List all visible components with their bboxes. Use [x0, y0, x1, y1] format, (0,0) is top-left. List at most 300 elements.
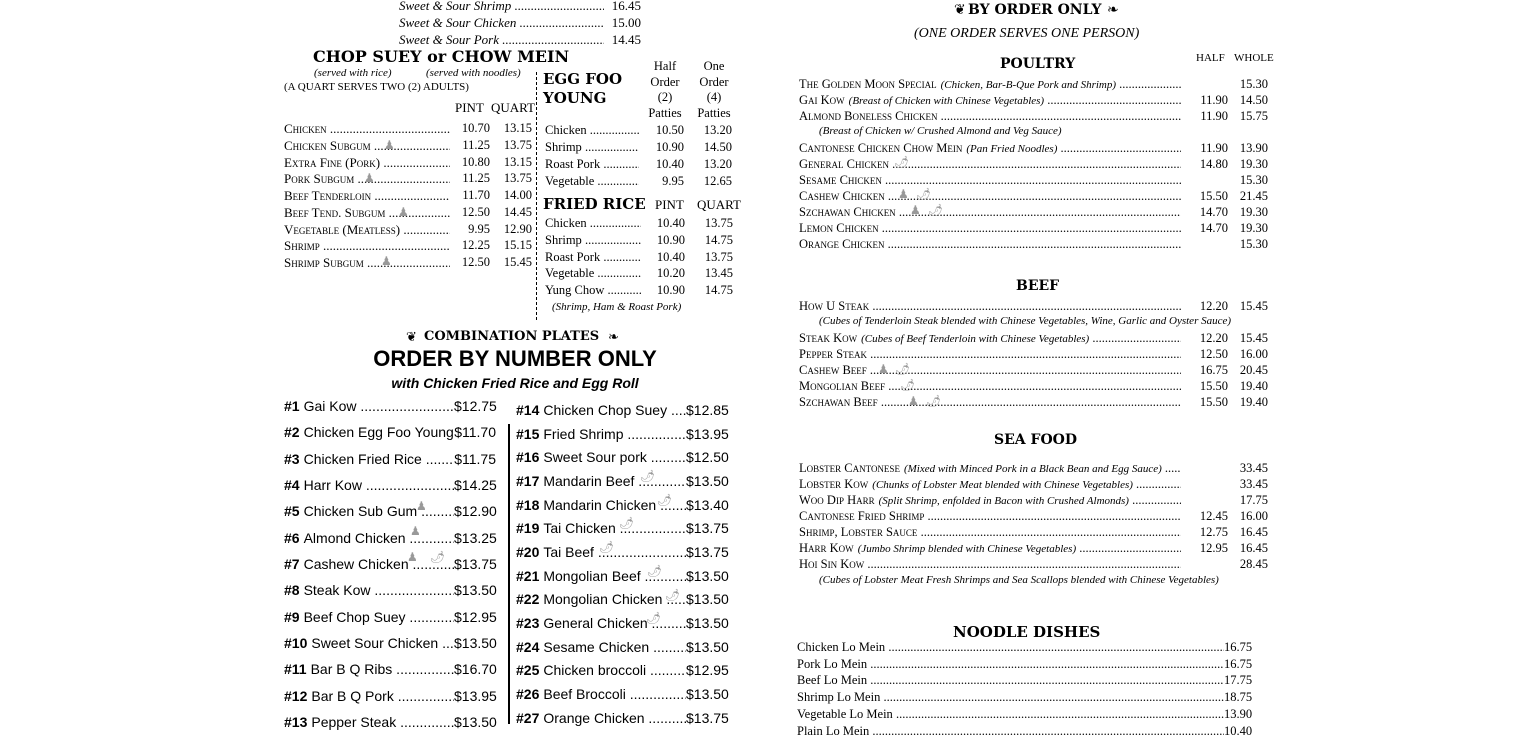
noodle-item: Plain Lo Mein .....	[797, 724, 1224, 739]
half-price: 10.90	[655, 140, 684, 154]
item-name: Lobster Cantonese	[799, 461, 900, 475]
item-name: Mongolian Beef	[799, 379, 886, 393]
half-order-head: Order	[650, 74, 680, 89]
half-price: 15.50	[1199, 189, 1228, 203]
combo-item-4	[284, 477, 454, 493]
pint-price: 12.25	[461, 238, 490, 253]
chef-icon: ♟	[407, 550, 418, 564]
item-description: (Jumbo Shrimp blended with Chinese Vegetables)	[857, 543, 1077, 555]
chef-icon: ♟	[898, 187, 909, 201]
combo-price: $13.95	[454, 687, 497, 704]
quart-price: 13.75	[704, 216, 733, 230]
combo-name: Chicken broccoli	[543, 662, 647, 679]
combo-number: #21	[516, 567, 540, 584]
combo-item-6	[284, 530, 454, 546]
whole-price: 15.45	[1239, 331, 1268, 345]
combo-item-7	[284, 556, 454, 572]
combo-price: $13.50	[686, 591, 729, 608]
egg-foo-title-2: YOUNG	[543, 89, 607, 107]
combo-number: #20	[516, 543, 540, 560]
whole-price: 19.40	[1239, 379, 1268, 393]
quart-price: 14.45	[503, 204, 532, 219]
col-whole: WHOLE	[1234, 52, 1274, 64]
seafood-item	[799, 525, 1181, 540]
combo-item-11	[284, 661, 454, 677]
section-divider	[536, 72, 537, 320]
noodle-price: 10.40	[1224, 723, 1253, 738]
whole-price: 19.30	[1239, 221, 1268, 235]
combo-price: $13.50	[686, 638, 729, 655]
chop-suey-item: Extra Fine (Pork) .....	[284, 155, 450, 171]
one-order-head: Patties	[697, 105, 731, 120]
item-name: Sesame Chicken	[799, 173, 882, 187]
combo-name: Bar B Q Ribs	[310, 661, 393, 678]
seafood-item	[799, 493, 1181, 508]
combo-number: #16	[516, 449, 540, 466]
poultry-note: (Breast of Chicken w/ Crushed Almond and Veg Sauce)	[819, 125, 1062, 137]
sweet-sour-price: 14.45	[611, 32, 641, 47]
pepper-icon: 🌶	[430, 550, 446, 564]
chef-icon: ♟	[910, 203, 921, 217]
half-price: 15.50	[1199, 395, 1228, 409]
combo-number: #9	[284, 608, 300, 625]
seafood-item	[799, 477, 1181, 492]
combo-name: Beef Chop Suey	[303, 608, 406, 625]
seafood-item	[799, 509, 1181, 524]
combo-item-22	[516, 588, 686, 608]
one-order-head: (4)	[706, 90, 722, 104]
combo-name: Harr Kow	[303, 476, 362, 493]
half-price: 11.90	[1200, 141, 1228, 155]
egg-foo-item: Vegetable .....	[545, 174, 639, 189]
combo-item-13	[284, 714, 454, 730]
half-order-head: Patties	[648, 105, 682, 120]
combo-divider	[508, 424, 510, 724]
half-order-head: (2)	[657, 90, 673, 104]
item-name: Cantonese Fried Shrimp	[799, 509, 925, 523]
chef-icon: ♟	[398, 205, 409, 219]
quart-price: 13.15	[503, 154, 532, 169]
whole-price: 14.50	[1239, 93, 1268, 107]
sweet-sour-price: 16.45	[611, 0, 641, 13]
serves-note: (A QUART SERVES TWO (2) ADULTS)	[284, 81, 469, 93]
combo-item-9	[284, 609, 454, 625]
combo-number: #22	[516, 591, 540, 608]
item-name: Cashew Beef	[799, 363, 867, 377]
item-description: (Pan Fried Noodles)	[966, 143, 1058, 155]
chop-suey-item: Shrimp Subgum .....	[284, 255, 450, 271]
half-price: 10.50	[655, 123, 684, 137]
chop-suey-item: Beef Tend. Subgum .....	[284, 205, 450, 221]
combo-price: $16.70	[454, 661, 497, 678]
combo-number: #27	[516, 709, 540, 726]
combo-price: $13.50	[454, 713, 497, 730]
combo-header-orn: ❧	[608, 329, 619, 344]
rice-note: (served with rice)	[314, 67, 392, 79]
combo-price: $13.50	[686, 567, 729, 584]
combo-item-19	[516, 520, 686, 536]
half-price: 15.50	[1199, 379, 1228, 393]
pepper-icon: 🌶	[916, 187, 932, 201]
combo-price: $13.40	[686, 496, 729, 513]
combo-item-26	[516, 686, 686, 702]
poultry-item	[799, 157, 1181, 172]
combo-item-15	[516, 426, 686, 442]
chop-suey-title: CHOP SUEY or CHOW MEIN	[313, 47, 570, 66]
chop-suey-item: Beef Tenderloin .....	[284, 188, 450, 204]
item-name: Orange Chicken	[799, 237, 885, 251]
combo-price: $12.95	[454, 608, 497, 625]
combo-item-25	[516, 662, 686, 678]
item-name: Cantonese Chicken Chow Mein	[799, 141, 963, 155]
combo-name: Chicken Chop Suey	[543, 402, 668, 418]
combo-item-17	[516, 473, 686, 489]
pint-price: 10.90	[656, 232, 685, 247]
beef-item	[799, 363, 1181, 378]
pepper-icon: 🌶	[657, 493, 673, 507]
item-name: Woo Dip Harr	[799, 493, 875, 507]
whole-price: 13.90	[1239, 141, 1268, 155]
whole-price: 33.45	[1239, 461, 1268, 475]
beef-item	[799, 299, 1181, 314]
whole-price: 16.45	[1239, 525, 1268, 539]
chef-icon: ♟	[908, 394, 919, 408]
combo-name: Fried Shrimp	[543, 425, 624, 442]
combo-name: Tai Chicken	[543, 520, 616, 537]
pint-price: 10.20	[656, 266, 685, 281]
half-order-head: Half	[653, 59, 677, 73]
combo-name: Gai Kow	[303, 398, 357, 414]
one-price: 12.65	[703, 174, 732, 188]
sweet-sour-name: Sweet & Sour Shrimp .....	[399, 0, 604, 14]
combo-item-5	[284, 503, 454, 519]
combo-price: $13.50	[454, 634, 497, 651]
beef-item	[799, 347, 1181, 362]
combo-price: $12.90	[454, 503, 497, 520]
pepper-icon: 🌶	[640, 469, 656, 483]
one-order-head: One	[703, 59, 725, 73]
by-order-orn: ❦	[954, 3, 966, 18]
fried-rice-item: Roast Pork .....	[545, 250, 641, 265]
whole-price: 15.75	[1239, 109, 1268, 123]
item-name: Pepper Steak	[799, 347, 868, 361]
combo-price: $12.95	[686, 662, 729, 679]
combo-name: General Chicken	[543, 614, 648, 631]
poultry-item	[799, 141, 1181, 156]
half-price: 12.45	[1199, 509, 1228, 523]
quart-price: 15.45	[503, 255, 532, 269]
seafood-item	[799, 557, 1181, 572]
whole-price: 16.00	[1239, 347, 1268, 361]
combo-item-12	[284, 688, 454, 704]
whole-price: 28.45	[1239, 557, 1268, 571]
combo-item-3	[284, 451, 454, 467]
whole-price: 19.30	[1239, 157, 1268, 171]
col-pint: PINT	[455, 100, 484, 115]
pepper-icon: 🌶	[894, 155, 910, 169]
by-order-header: BY ORDER ONLY	[968, 2, 1102, 18]
combo-number: #2	[284, 424, 300, 441]
chef-icon: ♟	[878, 362, 889, 376]
combo-name: Mongolian Chicken	[543, 591, 663, 608]
quart-price: 15.15	[503, 238, 532, 253]
item-name: Hoi Sin Kow	[799, 557, 865, 571]
item-description: (Cubes of Beef Tenderloin with Chinese Vegetables)	[861, 333, 1090, 345]
combo-number: #18	[516, 496, 540, 513]
pint-price: 12.50	[461, 255, 490, 269]
chef-icon: ♟	[416, 499, 427, 513]
quart-price: 13.75	[503, 171, 532, 186]
item-name: Lobster Kow	[799, 477, 869, 491]
seafood-item	[799, 461, 1181, 476]
combo-name: Sesame Chicken	[543, 638, 650, 655]
chop-suey-item: Pork Subgum .....	[284, 171, 450, 187]
whole-price: 19.40	[1239, 395, 1268, 409]
combo-name: Sweet Sour Chicken	[311, 634, 439, 651]
combo-name: Chicken Egg Foo Young	[303, 424, 454, 441]
pepper-icon: 🌶	[900, 378, 916, 392]
pint-price: 10.70	[461, 121, 490, 135]
combo-price: $12.50	[686, 449, 729, 466]
one-price: 14.50	[703, 140, 732, 154]
quart-price: 13.75	[503, 137, 532, 152]
noodle-price: 17.75	[1224, 673, 1253, 688]
half-price: 11.90	[1200, 93, 1228, 107]
pint-price: 12.50	[461, 204, 490, 219]
beef-title: BEEF	[1016, 278, 1060, 294]
combo-name: Chicken Fried Rice	[303, 450, 422, 467]
combo-price: $13.50	[686, 472, 729, 489]
fried-rice-item: Vegetable .....	[545, 266, 641, 281]
item-description: (Chunks of Lobster Meat blended with Chinese Vegetables)	[872, 479, 1133, 491]
item-name: General Chicken	[799, 157, 889, 171]
item-description: (Mixed with Minced Pork in a Black Bean and Egg Sauce)	[903, 463, 1162, 475]
combo-number: #3	[284, 450, 300, 467]
poultry-item	[799, 205, 1181, 220]
combo-item-24	[516, 639, 686, 655]
pint-price: 11.25	[462, 171, 490, 186]
combo-number: #5	[284, 503, 300, 520]
chop-suey-item: Shrimp .....	[284, 238, 450, 254]
item-name: Steak Kow	[799, 331, 858, 345]
pepper-icon: 🌶	[646, 611, 662, 625]
pint-price: 9.95	[468, 221, 490, 236]
combo-name: Chicken Sub Gum	[303, 503, 418, 520]
noodle-item: Vegetable Lo Mein .....	[797, 707, 1224, 722]
combo-number: #25	[516, 662, 540, 679]
chef-icon: ♟	[364, 171, 375, 185]
one-price: 13.20	[703, 157, 732, 171]
noodle-item: Shrimp Lo Mein .....	[797, 690, 1224, 705]
half-price: 12.50	[1199, 347, 1228, 361]
combo-number: #4	[284, 476, 300, 493]
combo-name: Sweet Sour pork	[543, 449, 647, 466]
pint-price: 10.90	[656, 283, 685, 298]
whole-price: 33.45	[1239, 477, 1268, 491]
one-price: 13.20	[703, 123, 732, 137]
noodle-price: 16.75	[1224, 640, 1253, 654]
pint-price: 10.40	[656, 216, 685, 230]
combo-price: $13.75	[686, 543, 729, 560]
whole-price: 20.45	[1239, 363, 1268, 377]
combo-price: $13.75	[454, 555, 497, 572]
by-order-orn: ❧	[1107, 3, 1119, 18]
combo-item-16	[516, 449, 686, 465]
combo-number: #6	[284, 529, 300, 546]
combo-name: Mongolian Beef	[543, 567, 641, 584]
item-name: Szchawan Beef	[799, 395, 878, 409]
combo-price: $11.70	[454, 424, 496, 441]
poultry-item	[799, 109, 1181, 124]
fried-rice-title: FRIED RICE	[543, 195, 646, 213]
combo-number: #14	[516, 402, 540, 418]
whole-price: 17.75	[1239, 493, 1268, 507]
pint-price: 10.80	[461, 154, 490, 169]
item-name: Shrimp, Lobster Sauce	[799, 525, 918, 539]
item-description: (Breast of Chicken with Chinese Vegetables)	[848, 95, 1045, 107]
chef-icon: ♟	[381, 254, 392, 268]
noodle-note: (served with noodles)	[426, 67, 521, 79]
combo-number: #7	[284, 555, 300, 572]
combo-number: #23	[516, 614, 540, 631]
pint-price: 10.40	[656, 249, 685, 264]
noodles-title: NOODLE DISHES	[953, 623, 1101, 641]
combo-price: $13.75	[686, 709, 729, 726]
combo-price: $11.75	[454, 450, 496, 467]
item-name: Almond Boneless Chicken	[799, 109, 938, 123]
half-price: 14.80	[1199, 157, 1228, 171]
sweet-sour-price: 15.00	[611, 15, 641, 30]
seafood-title: SEA FOOD	[994, 432, 1077, 448]
half-price: 14.70	[1199, 221, 1228, 235]
combo-price: $13.75	[686, 520, 729, 537]
poultry-item	[799, 221, 1181, 236]
beef-note: (Cubes of Tenderloin Steak blended with Chinese Vegetables, Wine, Garlic and Oyster Sauce)	[819, 315, 1232, 327]
beef-item	[799, 395, 1181, 410]
combo-name: Pepper Steak	[311, 713, 397, 730]
combo-price: $13.50	[686, 685, 729, 702]
egg-foo-item: Shrimp .....	[545, 140, 639, 155]
chef-icon: ♟	[384, 138, 395, 152]
combo-number: #15	[516, 425, 540, 442]
egg-foo-title-1: EGG FOO	[543, 70, 623, 88]
combo-header: COMBINATION PLATES	[424, 329, 600, 344]
pepper-icon: 🌶	[599, 540, 615, 554]
seafood-item	[799, 541, 1181, 556]
combo-number: #11	[284, 661, 307, 678]
half-price: 16.75	[1199, 363, 1228, 377]
item-name: How U Steak	[799, 299, 870, 313]
pint-price: 11.25	[462, 137, 490, 152]
half-price: 12.20	[1199, 299, 1228, 313]
quart-price: 14.75	[704, 283, 733, 298]
quart-price: 13.15	[503, 121, 532, 135]
yung-chow-note: (Shrimp, Ham & Roast Pork)	[552, 301, 682, 313]
one-order-head: Order	[699, 74, 729, 89]
combo-price: $14.25	[454, 476, 497, 493]
combo-title: ORDER BY NUMBER ONLY	[373, 346, 657, 371]
pepper-icon: 🌶	[665, 588, 681, 602]
half-price: 10.40	[655, 157, 684, 171]
combo-number: #17	[516, 472, 540, 489]
combo-price: $13.50	[454, 582, 497, 599]
noodle-price: 18.75	[1224, 690, 1253, 705]
combo-price: $12.85	[686, 402, 729, 418]
combo-name: Beef Broccoli	[543, 685, 626, 702]
poultry-item	[799, 77, 1181, 92]
combo-price: $13.95	[686, 425, 729, 442]
chef-icon: ♟	[410, 524, 421, 538]
whole-price: 15.45	[1239, 299, 1268, 313]
hoi-sin-note: (Cubes of Lobster Meat Fresh Shrimps and Sea Scallops blended with Chinese Vegetables)	[819, 574, 1219, 586]
chop-suey-item: Chicken .....	[284, 121, 450, 137]
combo-name: Steak Kow	[303, 582, 371, 599]
combo-name: Tai Beef	[543, 543, 594, 560]
fried-rice-item: Chicken .....	[545, 216, 641, 231]
combo-name: Mandarin Chicken	[543, 496, 657, 513]
by-order-subheader: (ONE ORDER SERVES ONE PERSON)	[914, 26, 1140, 41]
col-quart: QUART	[491, 100, 535, 115]
combo-number: #1	[284, 398, 300, 414]
combo-number: #10	[284, 634, 308, 651]
poultry-item	[799, 173, 1181, 188]
combo-item-2	[284, 424, 454, 440]
combo-price: $13.50	[686, 614, 729, 631]
beef-item	[799, 379, 1181, 394]
item-name: The Golden Moon Special	[799, 77, 937, 91]
chop-suey-item: Vegetable (Meatless) .....	[284, 222, 450, 238]
whole-price: 19.30	[1239, 205, 1268, 219]
poultry-item	[799, 237, 1181, 252]
fr-col-pint: PINT	[655, 197, 684, 212]
half-price: 9.95	[662, 174, 684, 188]
noodle-item: Chicken Lo Mein .....	[797, 640, 1224, 655]
noodle-price: 13.90	[1224, 706, 1253, 721]
combo-number: #13	[284, 713, 308, 730]
half-price: 12.95	[1199, 541, 1228, 555]
combo-name: Almond Chicken	[303, 529, 406, 546]
beef-item	[799, 331, 1181, 346]
chop-suey-item: Chicken Subgum .....	[284, 138, 450, 154]
whole-price: 15.30	[1239, 77, 1268, 91]
combo-number: #26	[516, 685, 540, 702]
combo-name: Bar B Q Pork	[311, 687, 394, 704]
whole-price: 16.45	[1239, 541, 1268, 555]
half-price: 12.20	[1199, 331, 1228, 345]
poultry-item	[799, 189, 1181, 204]
egg-foo-item: Chicken .....	[545, 123, 639, 138]
combo-item-8	[284, 582, 454, 598]
combo-item-14	[516, 402, 686, 418]
half-price: 12.75	[1199, 525, 1228, 539]
pepper-icon: 🌶	[895, 362, 911, 376]
combo-name: Orange Chicken	[543, 709, 645, 726]
quart-price: 14.00	[503, 188, 532, 202]
item-name: Cashew Chicken	[799, 189, 885, 203]
combo-number: #19	[516, 520, 540, 537]
quart-price: 13.45	[704, 266, 733, 281]
combo-price: $13.25	[454, 529, 497, 546]
pepper-icon: 🌶	[647, 564, 663, 578]
combo-name: Mandarin Beef	[543, 472, 635, 489]
combo-header-orn: ❦	[406, 329, 417, 344]
noodle-price: 16.75	[1224, 656, 1253, 671]
whole-price: 15.30	[1239, 237, 1268, 251]
combo-number: #8	[284, 582, 300, 599]
combo-item-27	[516, 710, 686, 726]
item-description: (Chicken, Bar-B-Que Pork and Shrimp)	[940, 79, 1117, 91]
whole-price: 21.45	[1239, 189, 1268, 203]
